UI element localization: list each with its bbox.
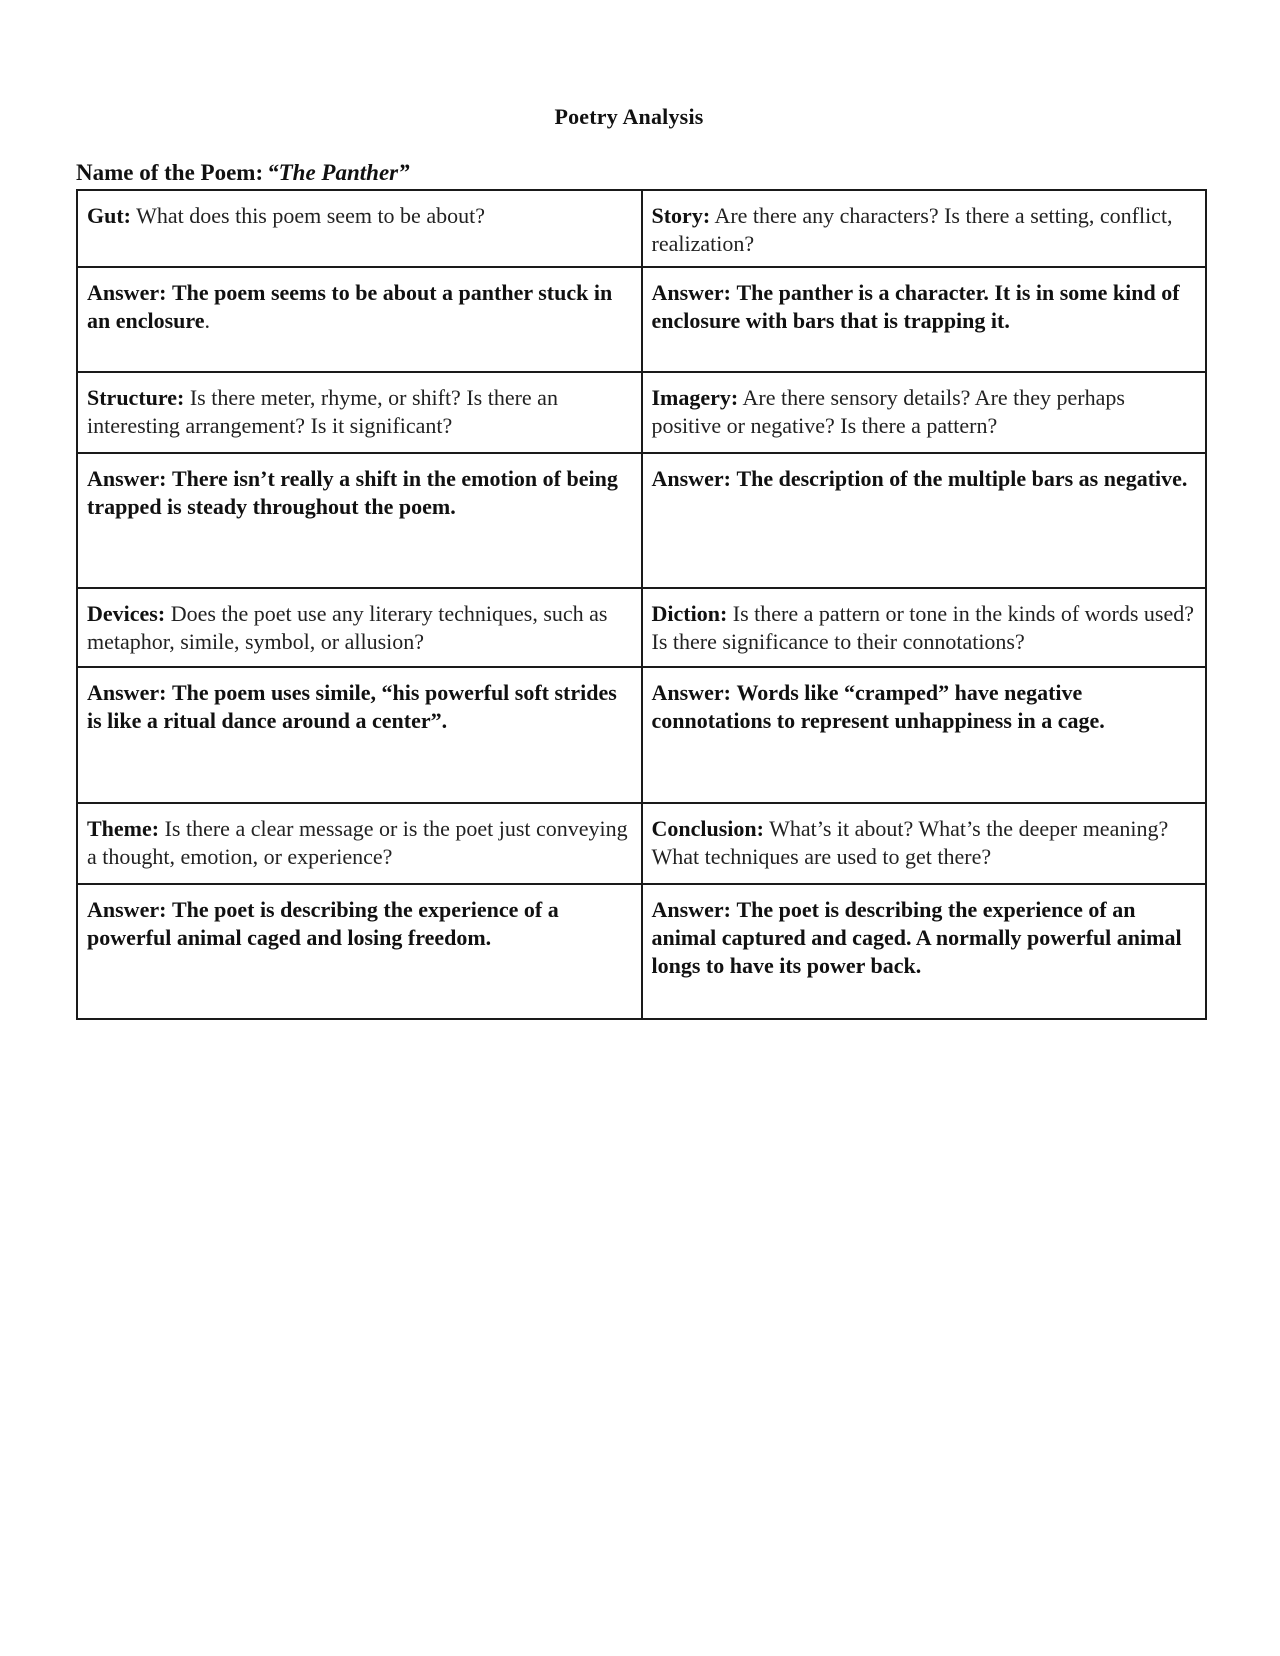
answer-text: The poet is describing the experience of a powerful animal caged and losing freedom. [87, 897, 559, 950]
answer-text: The description of the multiple bars as negative. [736, 466, 1188, 491]
poem-name-label: Name of the Poem: [76, 160, 264, 185]
question-text: What does this poem seem to be about? [136, 203, 485, 228]
answer-label: Answer: [87, 280, 167, 305]
answer-row [77, 453, 1206, 588]
answer-label: Answer: [651, 466, 731, 491]
question-label: Devices: [87, 601, 166, 626]
answer-text: The panther is a character. It is in some kind of enclosure with bars that is trapping it. [651, 280, 1180, 333]
answer-cell-gut [77, 267, 642, 372]
answer-cell-imagery [642, 453, 1207, 588]
question-text: Is there a clear message or is the poet just conveying a thought, emotion, or experience? [87, 816, 628, 869]
answer-tail: . [204, 308, 211, 333]
question-row [77, 588, 1206, 667]
question-cell-story [642, 190, 1207, 267]
question-cell-gut [77, 190, 642, 267]
question-row [77, 803, 1206, 884]
answer-label: Answer: [87, 897, 167, 922]
answer-row [77, 267, 1206, 372]
answer-label: Answer: [651, 897, 731, 922]
answer-label: Answer: [87, 680, 167, 705]
answer-text: Words like “cramped” have negative connotations to represent unhappiness in a cage. [651, 680, 1105, 733]
question-text: Are there any characters? Is there a setting, conflict, realization? [651, 203, 1173, 256]
answer-cell-theme [77, 884, 642, 1019]
question-row [77, 190, 1206, 267]
question-cell-structure [77, 372, 642, 453]
answer-text: The poem uses simile, “his powerful soft strides is like a ritual dance around a center”. [87, 680, 617, 733]
question-cell-devices [77, 588, 642, 667]
analysis-table [76, 189, 1207, 1020]
poem-name-line [76, 160, 410, 186]
answer-label: Answer: [651, 280, 731, 305]
question-text: Is there meter, rhyme, or shift? Is there an interesting arrangement? Is it significant? [87, 385, 558, 438]
question-label: Theme: [87, 816, 160, 841]
question-row [77, 372, 1206, 453]
question-text: What’s it about? What’s the deeper meaning? What techniques are used to get there? [651, 816, 1169, 869]
question-label: Gut: [87, 203, 131, 228]
question-label: Conclusion: [651, 816, 764, 841]
answer-text: The poet is describing the experience of an animal captured and caged. A normally powerful animal longs to have its power back. [651, 897, 1182, 978]
question-text: Is there a pattern or tone in the kinds of words used? Is there significance to their connotations? [651, 601, 1195, 654]
answer-cell-conclusion [642, 884, 1207, 1019]
question-label: Diction: [651, 601, 728, 626]
answer-cell-story [642, 267, 1207, 372]
question-text: Does the poet use any literary techniques, such as metaphor, simile, symbol, or allusion? [87, 601, 608, 654]
page-title: Poetry Analysis [554, 104, 704, 129]
answer-row [77, 667, 1206, 803]
answer-cell-diction [642, 667, 1207, 803]
question-label: Story: [651, 203, 711, 228]
question-cell-imagery [642, 372, 1207, 453]
question-text: Are there sensory details? Are they perhaps positive or negative? Is there a pattern? [651, 385, 1125, 438]
answer-cell-structure [77, 453, 642, 588]
answer-row [77, 884, 1206, 1019]
question-cell-diction [642, 588, 1207, 667]
answer-text: The poem seems to be about a panther stuck in an enclosure [87, 280, 613, 333]
answer-label: Answer: [87, 466, 167, 491]
poem-name-value: “The Panther” [267, 160, 410, 185]
answer-label: Answer: [651, 680, 731, 705]
question-label: Imagery: [651, 385, 739, 410]
question-cell-theme [77, 803, 642, 884]
answer-cell-devices [77, 667, 642, 803]
answer-text: There isn’t really a shift in the emotion of being trapped is steady throughout the poem. [87, 466, 618, 519]
question-cell-conclusion [642, 803, 1207, 884]
question-label: Structure: [87, 385, 185, 410]
